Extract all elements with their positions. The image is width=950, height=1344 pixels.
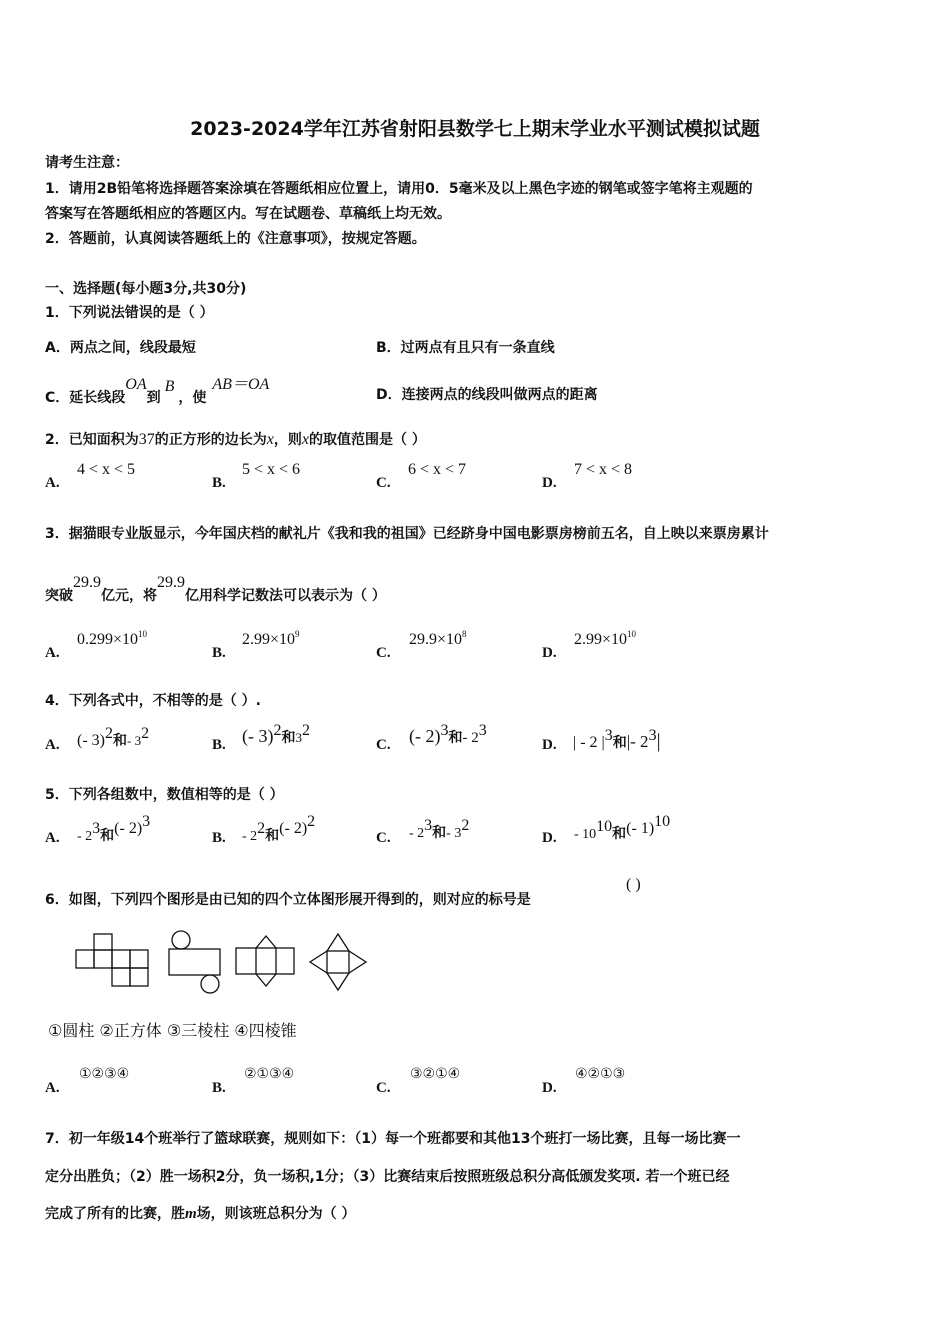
- q5-a-2: (- 2): [114, 820, 143, 837]
- q3-option-c: [409, 631, 467, 649]
- q2-label-a: A.: [45, 475, 60, 491]
- q3-option-b: [242, 631, 300, 649]
- q6-option-a: ①②③④: [79, 1066, 130, 1082]
- q4-c-2: - 2: [462, 730, 479, 746]
- q4-label-c: C.: [376, 737, 391, 753]
- q6-options: [45, 1066, 925, 1106]
- q7-line-3a: 完成了所有的比赛，胜: [45, 1206, 185, 1222]
- q4-b-1: (- 3): [242, 726, 274, 746]
- q2-options: [45, 461, 925, 501]
- q5-options: [45, 813, 925, 856]
- q6-legend: ①圆柱 ②正方体 ③三棱柱 ④四棱锥: [48, 1021, 297, 1040]
- q4-a-2: - 3: [126, 733, 142, 748]
- q5-c-and: 和: [432, 825, 447, 841]
- section-heading: 一、选择题(每小题3分,共30分): [45, 281, 247, 297]
- q4-c-1-exp: 3: [440, 722, 449, 739]
- q3-num-2: 29.9: [157, 574, 185, 591]
- q1-c-text: C．延长线段: [45, 390, 126, 406]
- q2-stem: [45, 429, 426, 449]
- q4-a-and: 和: [112, 733, 127, 749]
- q3-options: [45, 631, 925, 671]
- q4-label-d: D.: [542, 737, 557, 753]
- q7-line-3b: 场，则该班总积分为（ ）: [196, 1206, 356, 1222]
- q5-d-and: 和: [612, 826, 627, 842]
- q1-option-a: A．两点之间，线段最短: [45, 340, 196, 356]
- q4-c-2-exp: 3: [478, 722, 487, 739]
- notice-heading: 请考生注意：: [45, 155, 129, 171]
- q4-d-2: |- 2: [626, 732, 649, 751]
- q7-line-1: 7．初一年级14个班举行了篮球联赛，规则如下：（1）每一个班都要和其他13个班打一场比赛，且每一场比赛一: [45, 1131, 741, 1147]
- q5-b-2-exp: 2: [307, 813, 316, 830]
- q6-answer-paren: ( ): [626, 876, 641, 893]
- q6-option-b: ②①③④: [244, 1066, 295, 1082]
- q4-a-2-exp: 2: [141, 725, 150, 742]
- q3-b-exp: 9: [295, 629, 300, 639]
- q3-d-base: 2.99×10: [574, 631, 628, 648]
- q6-label-a: A.: [45, 1080, 60, 1096]
- q4-stem: 4．下列各式中，不相等的是（ ）.: [45, 693, 261, 709]
- q4-b-2-exp: 2: [301, 722, 310, 739]
- q1-c-comma: ，使: [178, 390, 207, 406]
- q5-a-and: 和: [100, 828, 115, 844]
- q3-label-a: A.: [45, 645, 60, 661]
- q3-a-exp: 10: [138, 629, 148, 639]
- q4-options: [45, 722, 925, 766]
- q4-option-c: [409, 722, 487, 747]
- q4-option-b: [242, 722, 310, 747]
- q4-b-2: 3: [295, 730, 302, 745]
- q6-stem: 6．如图，下列四个图形是由已知的四个立体图形展开得到的，则对应的标号是: [45, 892, 531, 908]
- q3-label-c: C.: [376, 645, 391, 661]
- q4-c-1: (- 2): [409, 726, 441, 746]
- q4-b-1-exp: 2: [273, 722, 282, 739]
- q6-label-d: D.: [542, 1080, 557, 1096]
- q3-stem-line2: [45, 574, 386, 605]
- q5-c-1: - 2: [409, 826, 425, 841]
- q5-d-2: (- 1): [626, 820, 655, 837]
- q3-label-b: B.: [212, 645, 226, 661]
- q4-d-1: | - 2 |: [573, 734, 605, 751]
- q2-option-d: 7 < x < 8: [574, 461, 633, 478]
- q3-stem-2a: 突破: [45, 588, 73, 604]
- q2-stem-d: 的取值范围是（ ）: [308, 432, 426, 448]
- q5-d-2-exp: 10: [654, 813, 671, 830]
- prism-net: [236, 936, 294, 986]
- q4-d-2-close: |: [656, 730, 661, 752]
- q3-num-1: 29.9: [73, 574, 101, 591]
- q2-var-x: x: [266, 431, 274, 448]
- q3-b-base: 2.99×10: [242, 631, 296, 648]
- q3-c-base: 29.9×10: [409, 631, 463, 648]
- q2-label-b: B.: [212, 475, 226, 491]
- q5-b-1: - 2: [242, 829, 258, 844]
- q5-label-b: B.: [212, 830, 226, 846]
- notice-line-1a: 1．请用2B铅笔将选择题答案涂填在答题纸相应位置上，请用0．5毫米及以上黑色字迹的钢笔或签字笔将主观题的: [45, 181, 753, 197]
- q1-stem: 1．下列说法错误的是（ ）: [45, 305, 214, 321]
- q1-c-to: 到: [146, 390, 161, 406]
- q6-nets-figure: [70, 928, 370, 998]
- q2-option-c: 6 < x < 7: [408, 461, 467, 478]
- q2-option-a: 4 < x < 5: [77, 461, 136, 478]
- q2-area: 37: [138, 431, 155, 448]
- q4-option-a: [77, 725, 150, 750]
- q3-stem-line1: 3．据猫眼专业版显示，今年国庆档的献礼片《我和我的祖国》已经跻身中国电影票房榜前五名，自上映以来票房累计: [45, 526, 769, 542]
- q1-option-c: [45, 376, 270, 407]
- q2-option-b: 5 < x < 6: [242, 461, 301, 478]
- q6-label-c: C.: [376, 1080, 391, 1096]
- q5-d-1-exp: 10: [596, 818, 613, 835]
- q3-stem-2b: 亿元，将: [101, 588, 157, 604]
- q5-option-b: [242, 813, 316, 845]
- q7-line-2: 定分出胜负；（2）胜一场积2分，负一场积,1分；（3）比赛结束后按照班级总积分高低颁发奖项. 若一个班已经: [45, 1169, 730, 1185]
- q4-a-1: (- 3): [77, 732, 105, 749]
- q6-label-b: B.: [212, 1080, 226, 1096]
- q1-option-b: B．过两点有且只有一条直线: [376, 340, 555, 356]
- q4-d-1-exp: 3: [604, 727, 613, 744]
- page-title: 2023-2024学年江苏省射阳县数学七上期末学业水平测试模拟试题: [190, 118, 760, 140]
- q3-label-d: D.: [542, 645, 557, 661]
- q3-a-base: 0.299×10: [77, 631, 139, 648]
- q4-c-and: 和: [448, 730, 463, 746]
- q4-d-2-exp: 3: [648, 727, 657, 744]
- q4-option-d: [573, 727, 661, 753]
- q3-option-a: [77, 631, 147, 649]
- q5-label-c: C.: [376, 830, 391, 846]
- q3-stem-2c: 亿用科学记数法可以表示为（ ）: [185, 588, 386, 604]
- q7-line-3: [45, 1203, 356, 1223]
- q2-stem-c: ，则: [273, 432, 302, 448]
- q5-c-2: - 3: [446, 826, 462, 841]
- q5-a-1-exp: 3: [92, 820, 101, 837]
- q5-label-d: D.: [542, 830, 557, 846]
- q6-option-d: ④②①③: [575, 1066, 626, 1082]
- q2-stem-b: 的正方形的边长为: [154, 432, 267, 448]
- q1-option-d: D．连接两点的线段叫做两点的距离: [376, 387, 598, 403]
- q5-c-1-exp: 3: [424, 817, 433, 834]
- q5-option-c: [409, 817, 470, 842]
- q5-a-2-exp: 3: [142, 813, 151, 830]
- notice-line-2: 2．答题前，认真阅读答题纸上的《注意事项》，按规定答题。: [45, 231, 426, 247]
- q3-c-exp: 8: [462, 629, 467, 639]
- q5-option-d: [574, 813, 671, 843]
- q4-label-a: A.: [45, 737, 60, 753]
- q4-a-1-exp: 2: [104, 725, 113, 742]
- notice-line-1b: 答案写在答题纸相应的答题区内。写在试题卷、草稿纸上均无效。: [45, 206, 451, 222]
- q7-var-m: m: [185, 1206, 197, 1222]
- pyramid-net: [310, 934, 366, 990]
- q2-stem-a: 2．已知面积为: [45, 432, 139, 448]
- q2-label-d: D.: [542, 475, 557, 491]
- q5-b-2: (- 2): [279, 820, 308, 837]
- q5-label-a: A.: [45, 830, 60, 846]
- q5-a-1: - 2: [77, 829, 93, 844]
- q3-option-d: [574, 631, 636, 649]
- q2-var-x2: x: [301, 431, 309, 448]
- q1-c-point-b: B: [164, 378, 175, 395]
- q1-c-equation: AB＝OA: [212, 376, 270, 393]
- q4-d-and: 和: [612, 735, 627, 751]
- q3-d-exp: 10: [627, 629, 637, 639]
- q5-option-a: [77, 813, 151, 845]
- q5-c-2-exp: 2: [461, 817, 470, 834]
- q4-label-b: B.: [212, 737, 226, 753]
- q5-b-1-exp: 2: [257, 820, 266, 837]
- q5-stem: 5．下列各组数中，数值相等的是（ ）: [45, 787, 284, 803]
- cube-net: [76, 934, 148, 986]
- q5-b-and: 和: [265, 828, 280, 844]
- q1-c-seg-oa: OA: [125, 376, 147, 393]
- q4-b-and: 和: [281, 730, 296, 746]
- q5-d-1: - 10: [574, 827, 597, 842]
- cylinder-net: [169, 931, 220, 993]
- q2-label-c: C.: [376, 475, 391, 491]
- q6-option-c: ③②①④: [410, 1066, 461, 1082]
